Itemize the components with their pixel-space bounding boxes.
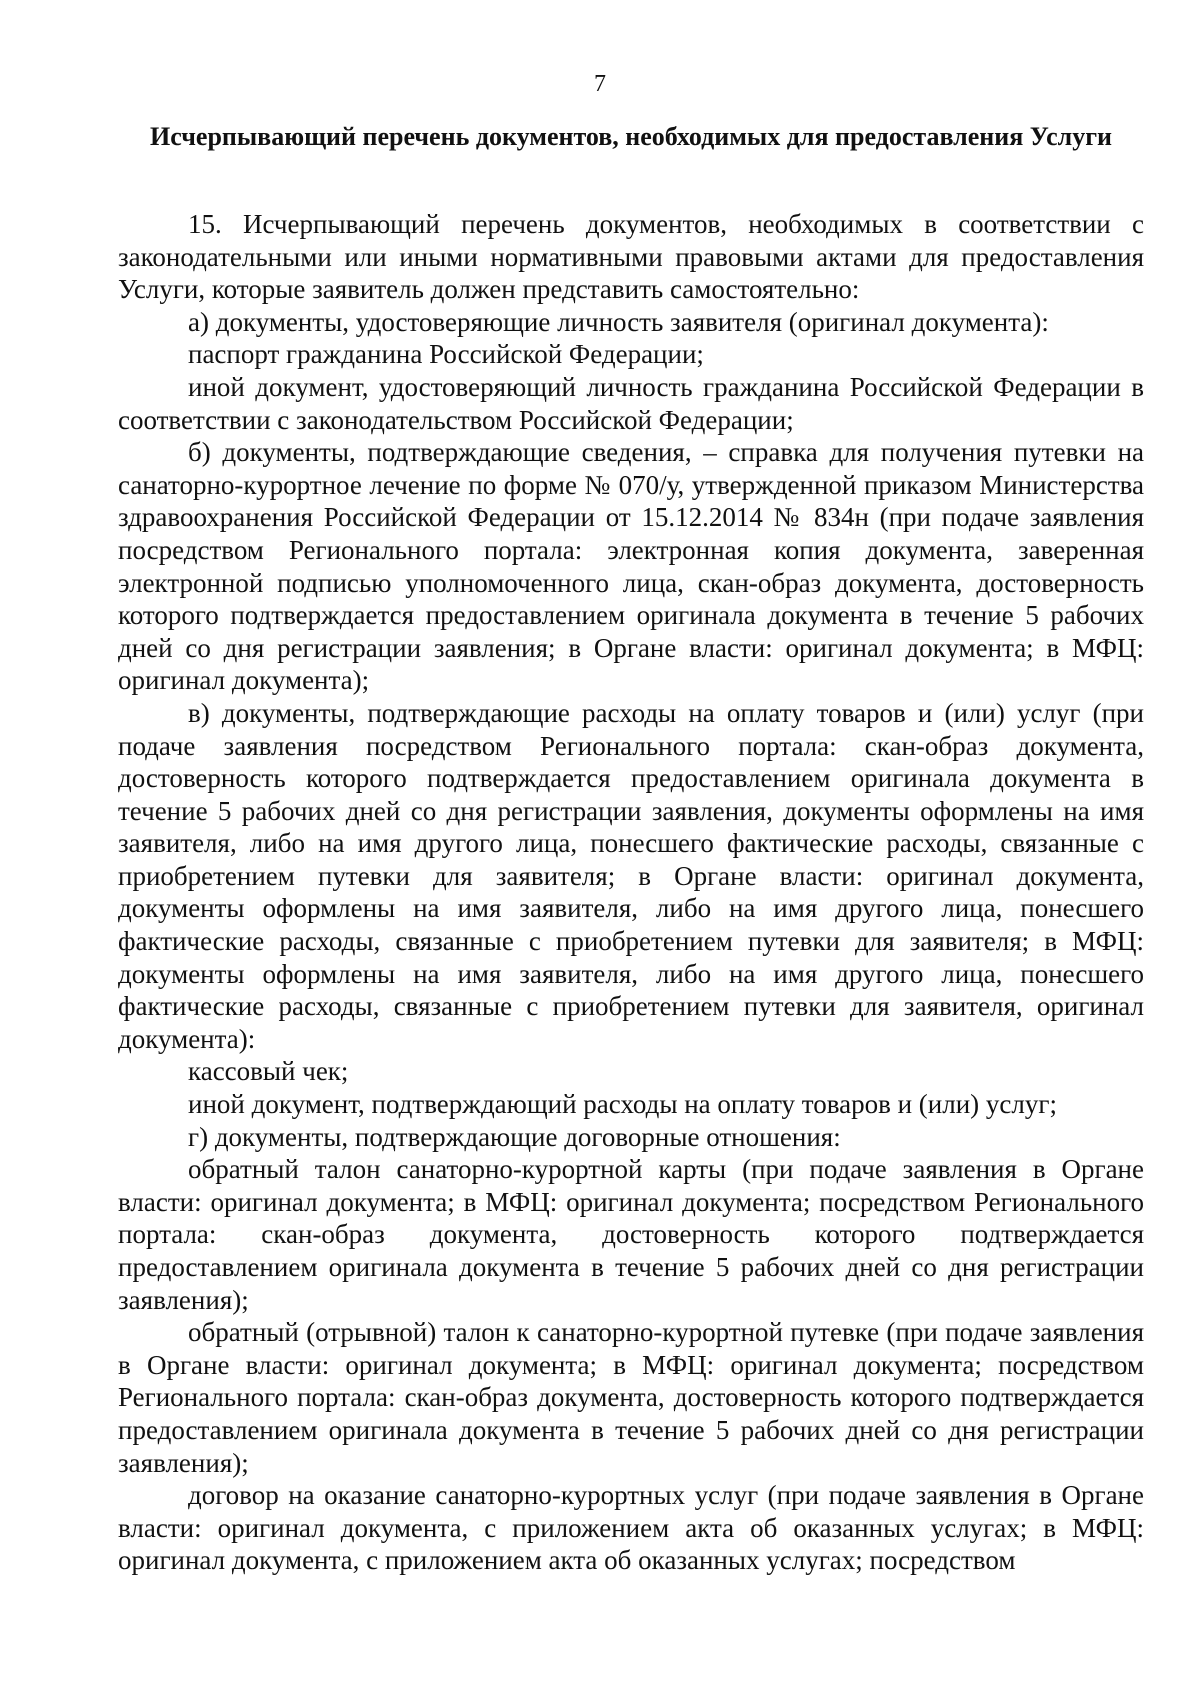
section-heading: Исчерпывающий перечень документов, необходимых для предоставления Услуги — [150, 122, 1112, 151]
paragraph-sub-a: а) документы, удостоверяющие личность заявителя (оригинал документа): — [188, 306, 1049, 337]
paragraph-sub-b: б) документы, подтверждающие сведения, – справка для получения путевки на санаторно-курортное лечение по форме № 070/у, утвержденной приказом Министерства здравоохранения Российской Федерации от 15.12.2014 № 834н (при подаче заявления посредством Регионального портала: электронная копия документа, заверенная электронной подписью уполномоченного лица, скан-образ документа, достоверность которого подтверждается предоставлением оригинала документа в течение 5 рабочих дней со дня регистрации заявления; в Органе власти: оригинал документа; в МФЦ: оригинал документа); — [118, 437, 1144, 696]
paragraph-return-coupon-card: обратный талон санаторно-курортной карты (при подаче заявления в Органе власти: оригинал документа; в МФЦ: оригинал документа; посредством Регионального портала: скан-образ документа, достоверность которого подтверждается предоставлением оригинала документа в течение 5 рабочих дней со дня регистрации заявления); — [118, 1154, 1144, 1315]
paragraph-other-expense-doc: иной документ, подтверждающий расходы на оплату товаров и (или) услуг; — [188, 1089, 1057, 1120]
paragraph-sub-v: в) документы, подтверждающие расходы на оплату товаров и (или) услуг (при подаче заявления посредством Регионального портала: скан-образ документа, достоверность которого подтверждается предоставлением оригинала документа в течение 5 рабочих дней со дня регистрации заявления, документы оформлены на имя заявителя, либо на имя другого лица, понесшего фактические расходы, связанные с приобретением путевки для заявителя; в Органе власти: оригинал документа, документы оформлены на имя заявителя, либо на имя другого лица, понесшего фактические расходы, связанные с приобретением путевки для заявителя; в МФЦ: документы оформлены на имя заявителя, либо на имя другого лица, понесшего фактические расходы, связанные с приобретением путевки для заявителя, оригинал документа): — [118, 697, 1144, 1054]
paragraph-item-15: 15. Исчерпывающий перечень документов, необходимых в соответствии с законодательными или иными нормативными правовыми актами для предоставления Услуги, которые заявитель должен представить самостоятельно: — [118, 209, 1144, 305]
paragraph-other-id: иной документ, удостоверяющий личность гражданина Российской Федерации в соответствии с законодательством Российской Федерации; — [118, 371, 1144, 435]
paragraph-services-contract: договор на оказание санаторно-курортных услуг (при подаче заявления в Органе власти: оригинал документа, с приложением акта об оказанных услугах; в МФЦ: оригинал документа, с приложением акта об оказанных услугах; посредством — [118, 1480, 1144, 1576]
document-body — [118, 208, 1144, 1577]
paragraph-return-coupon-voucher: обратный (отрывной) талон к санаторно-курортной путевке (при подаче заявления в Органе власти: оригинал документа; в МФЦ: оригинал документа; посредством Регионального портала: скан-образ документа, достоверность которого подтверждается предоставлением оригинала документа в течение 5 рабочих дней со дня регистрации заявления); — [118, 1317, 1144, 1478]
paragraph-sub-g: г) документы, подтверждающие договорные отношения: — [188, 1121, 841, 1152]
paragraph-cash-receipt: кассовый чек; — [188, 1056, 349, 1087]
paragraph-passport: паспорт гражданина Российской Федерации; — [188, 339, 704, 370]
page-number: 7 — [594, 71, 606, 97]
